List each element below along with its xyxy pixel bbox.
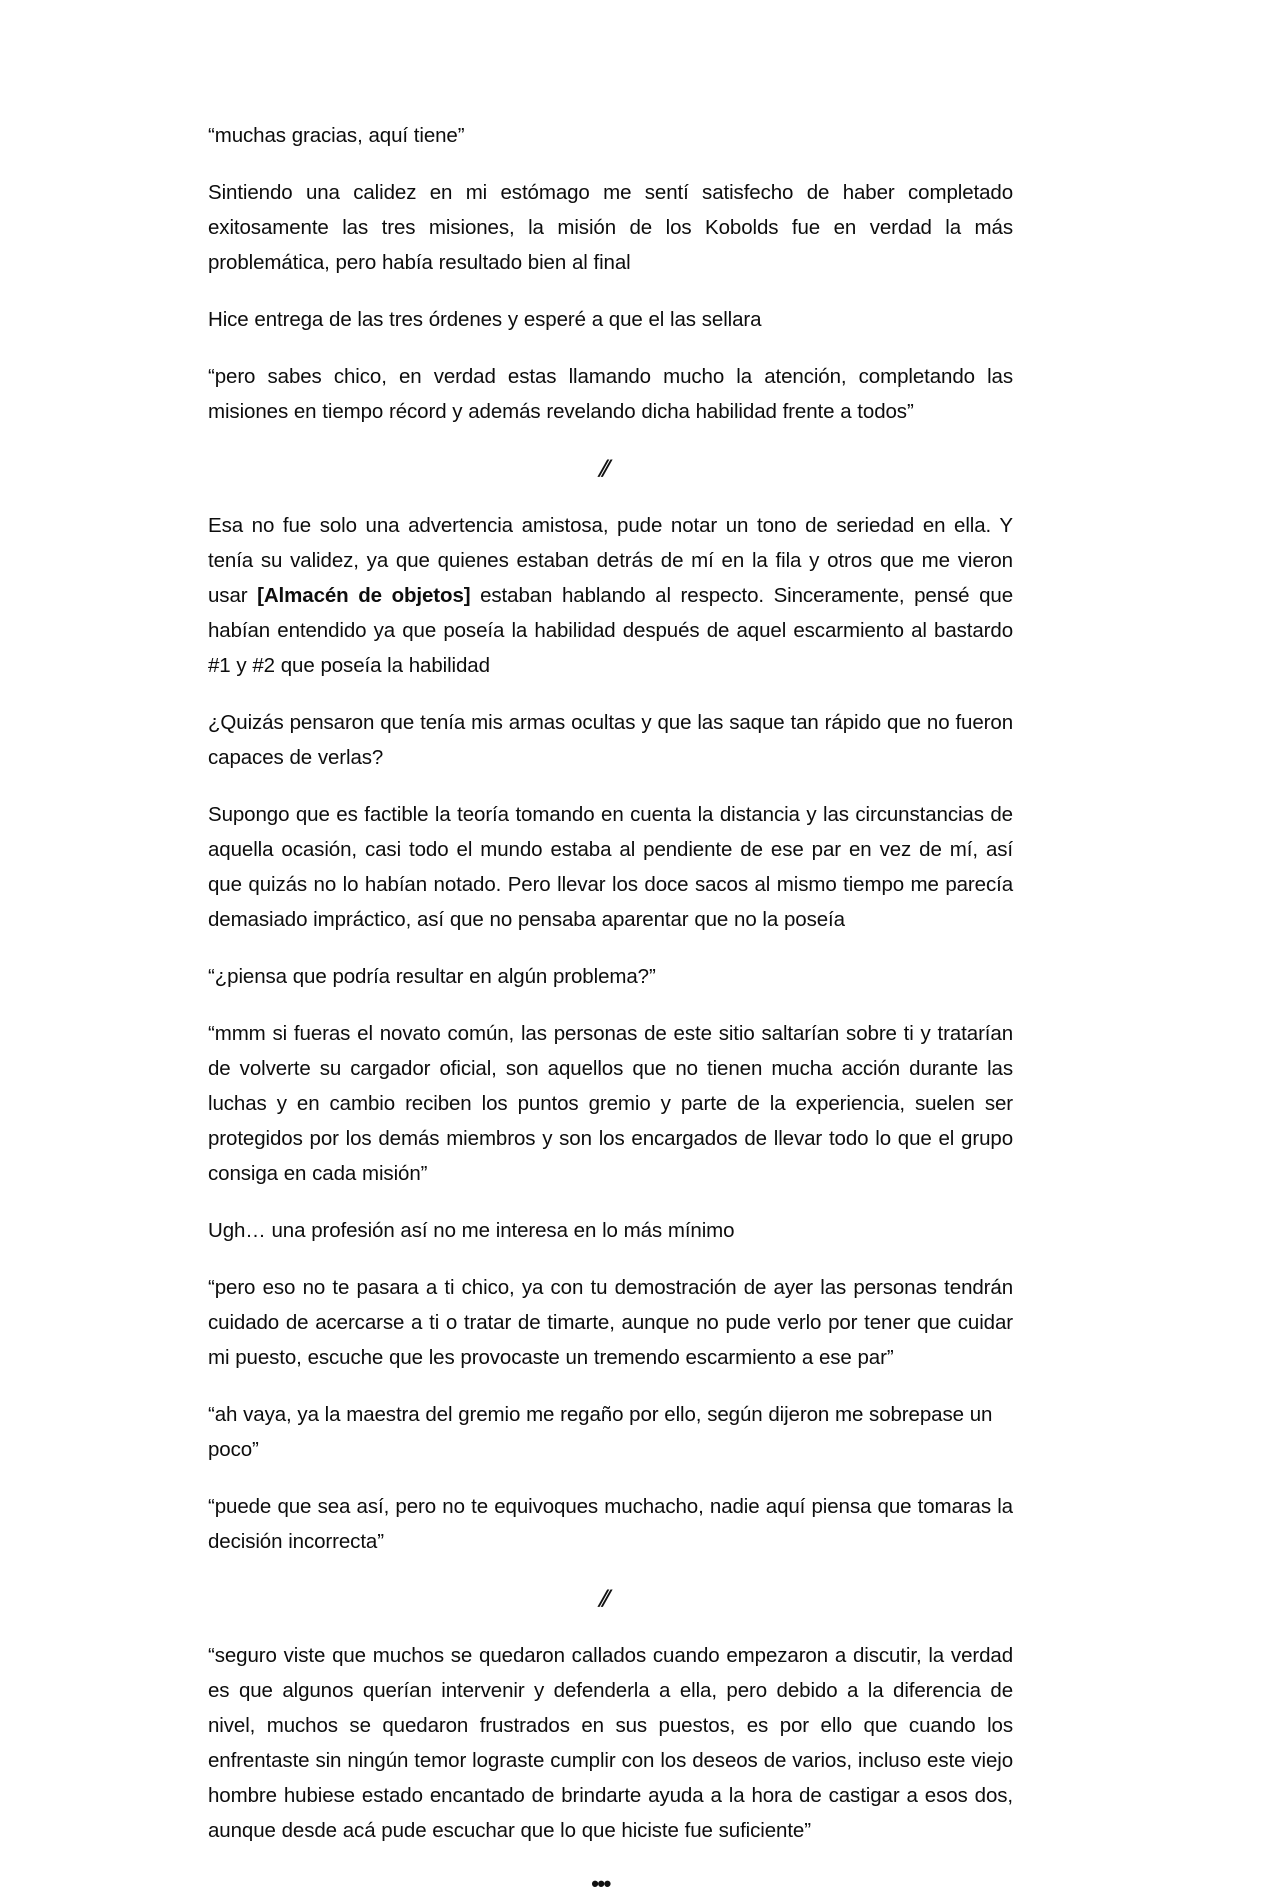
document-body <box>208 118 1013 1898</box>
paragraph-8: “¿piensa que podría resultar en algún problema?” <box>208 965 656 988</box>
paragraph-13: “puede que sea así, pero no te equivoques muchacho, nadie aquí piensa que tomaras la decisión incorrecta” <box>208 1495 1013 1553</box>
section-separator-2: ⫽ <box>598 1586 607 1611</box>
paragraph-9: “mmm si fueras el novato común, las personas de este sitio saltarían sobre ti y tratarían de volverte su cargador oficial, son aquellos que no tienen mucha acción durante las luchas y en cambio reciben los puntos gremio y parte de la experiencia, suelen ser protegidos por los demás miembros y son los encargados de llevar todo lo que el grupo consiga en cada misión” <box>208 1022 1013 1185</box>
paragraph-2: Sintiendo una calidez en mi estómago me sentí satisfecho de haber completado exitosamente las tres misiones, la misión de los Kobolds fue en verdad la más problemática, pero había resultado bien al final <box>208 181 1013 274</box>
paragraph-11: “pero eso no te pasara a ti chico, ya con tu demostración de ayer las personas tendrán cuidado de acercarse a ti o tratar de timarte, aunque no pude verlo por tener que cuidar mi puesto, escuche que les provocaste un tremendo escarmiento a ese par” <box>208 1276 1013 1369</box>
end-marker: ••• <box>591 1871 610 1896</box>
paragraph-5-run-1: Esa no fue solo una advertencia amistosa, pude notar un tono de seriedad en ella. Y tenía su validez, ya que quienes estaban detrás de mí en la fila y otros que me vieron usar <box>208 514 1013 607</box>
paragraph-3: Hice entrega de las tres órdenes y esperé a que el las sellara <box>208 308 762 331</box>
paragraph-5-run-3: estaban hablando al respecto. Sinceramente, pensé que habían entendido ya que poseía la habilidad después de aquel escarmiento al bastardo #1 y #2 que poseía la habilidad <box>208 584 1013 677</box>
paragraph-14: “seguro viste que muchos se quedaron callados cuando empezaron a discutir, la verdad es que algunos querían intervenir y defenderla a ella, pero debido a la diferencia de nivel, muchos se quedaron frustrados en sus puestos, es por ello que cuando los enfrentaste sin ningún temor lograste cumplir con los deseos de varios, incluso este viejo hombre hubiese estado encantado de brindarte ayuda a la hora de castigar a esos dos, aunque desde acá pude escuchar que lo que hiciste fue suficiente” <box>208 1644 1013 1842</box>
section-separator-1: ⫽ <box>598 456 607 481</box>
paragraph-5 <box>208 508 1013 683</box>
paragraph-7: Supongo que es factible la teoría tomando en cuenta la distancia y las circunstancias de aquella ocasión, casi todo el mundo estaba al pendiente de ese par en vez de mí, así que quizás no lo habían notado. Pero llevar los doce sacos al mismo tiempo me parecía demasiado impráctico, así que no pensaba aparentar que no la poseía <box>208 803 1013 931</box>
paragraph-1: “muchas gracias, aquí tiene” <box>208 124 465 147</box>
paragraph-5-bold-term: [Almacén de objetos] <box>257 584 471 607</box>
paragraph-12: “ah vaya, ya la maestra del gremio me regaño por ello, según dijeron me sobrepase un poco” <box>208 1403 993 1461</box>
paragraph-6: ¿Quizás pensaron que tenía mis armas ocultas y que las saque tan rápido que no fueron capaces de verlas? <box>208 711 1013 769</box>
paragraph-4: “pero sabes chico, en verdad estas llamando mucho la atención, completando las misiones en tiempo récord y además revelando dicha habilidad frente a todos” <box>208 365 1013 423</box>
paragraph-10: Ugh… una profesión así no me interesa en lo más mínimo <box>208 1219 735 1242</box>
